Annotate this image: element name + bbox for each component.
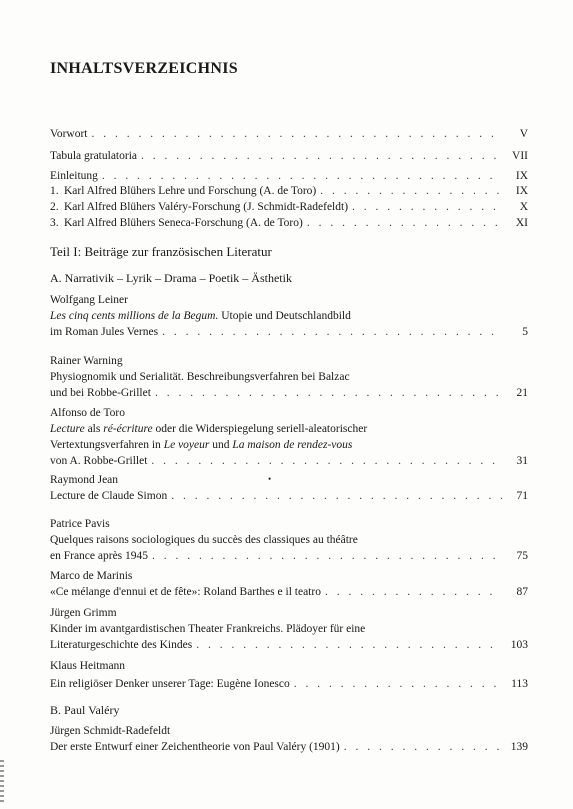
toc-entry-grimm: Literaturgeschichte des Kindes . . . 103 <box>50 638 528 652</box>
toc-entry-jean: Lecture de Claude Simon . . . 71 <box>50 489 528 503</box>
entry-title-line: Vertextungsverfahren in Le voyeur und La maison de rendez-vous <box>50 439 353 451</box>
scan-edge-mark <box>0 760 4 805</box>
toc-entry-pavis: en France après 1945 . . . 75 <box>50 549 528 563</box>
toc-entry-de-toro: von A. Robbe-Grillet . . . 31 <box>50 454 528 468</box>
entry-author: Jürgen Grimm <box>50 607 117 619</box>
entry-author: Raymond Jean <box>50 474 119 486</box>
toc-entry-einleitung-1: 1. Karl Alfred Blühers Lehre und Forschung (A. de Toro) . . . IX <box>50 184 528 198</box>
entry-author: Wolfgang Leiner <box>50 294 128 306</box>
toc-entry-einleitung-2: 2. Karl Alfred Blühers Valéry-Forschung (J. Schmidt-Radefeldt) . . . X <box>50 200 528 214</box>
section-a-heading: A. Narrativik – Lyrik – Drama – Poetik – Ästhetik <box>50 271 292 285</box>
toc-entry-warning: und bei Robbe-Grillet . . . 21 <box>50 386 528 400</box>
toc-entry-de-marinis: «Ce mélange d'ennui et de fête»: Roland Barthes e il teatro . . . 87 <box>50 585 528 599</box>
page-title: INHALTSVERZEICHNIS <box>50 60 238 77</box>
entry-author: Klaus Heitmann <box>50 660 126 672</box>
toc-entry-schmidt-radefeldt: Der erste Entwurf einer Zeichentheorie von Paul Valéry (1901) . . . 139 <box>50 740 528 754</box>
toc-entry-leiner: im Roman Jules Vernes . . . 5 <box>50 325 528 339</box>
toc-entry-tabula: Tabula gratulatoria . . . VII <box>50 149 528 163</box>
entry-title-line: Quelques raisons sociologiques du succès des classiques au théâtre <box>50 534 358 546</box>
entry-author: Jürgen Schmidt-Radefeldt <box>50 725 171 737</box>
toc-entry-vorwort: Vorwort . . . V <box>50 127 528 141</box>
entry-author: Marco de Marinis <box>50 570 133 582</box>
entry-author: Patrice Pavis <box>50 518 110 530</box>
entry-author: Rainer Warning <box>50 355 123 367</box>
print-speck: • <box>268 474 272 484</box>
toc-entry-einleitung: Einleitung . . . IX <box>50 169 528 183</box>
entry-title-line: Physiognomik und Serialität. Beschreibungsverfahren bei Balzac <box>50 371 350 383</box>
part-heading: Teil I: Beiträge zur französischen Literatur <box>50 244 272 259</box>
entry-title-line: Kinder im avantgardistischen Theater Frankreichs. Plädoyer für eine <box>50 623 366 635</box>
toc-entry-einleitung-3: 3. Karl Alfred Blühers Seneca-Forschung (A. de Toro) . . . XI <box>50 216 528 230</box>
toc-entry-heitmann: Ein religiöser Denker unserer Tage: Eugène Ionesco . . . 113 <box>50 677 528 691</box>
entry-title-line: Les cinq cents millions de la Begum. Utopie und Deutschlandbild <box>50 310 351 322</box>
entry-author: Alfonso de Toro <box>50 407 126 419</box>
section-b-heading: B. Paul Valéry <box>50 703 120 717</box>
entry-title-line: Lecture als ré-écriture oder die Widerspiegelung seriell-aleatorischer <box>50 423 368 435</box>
